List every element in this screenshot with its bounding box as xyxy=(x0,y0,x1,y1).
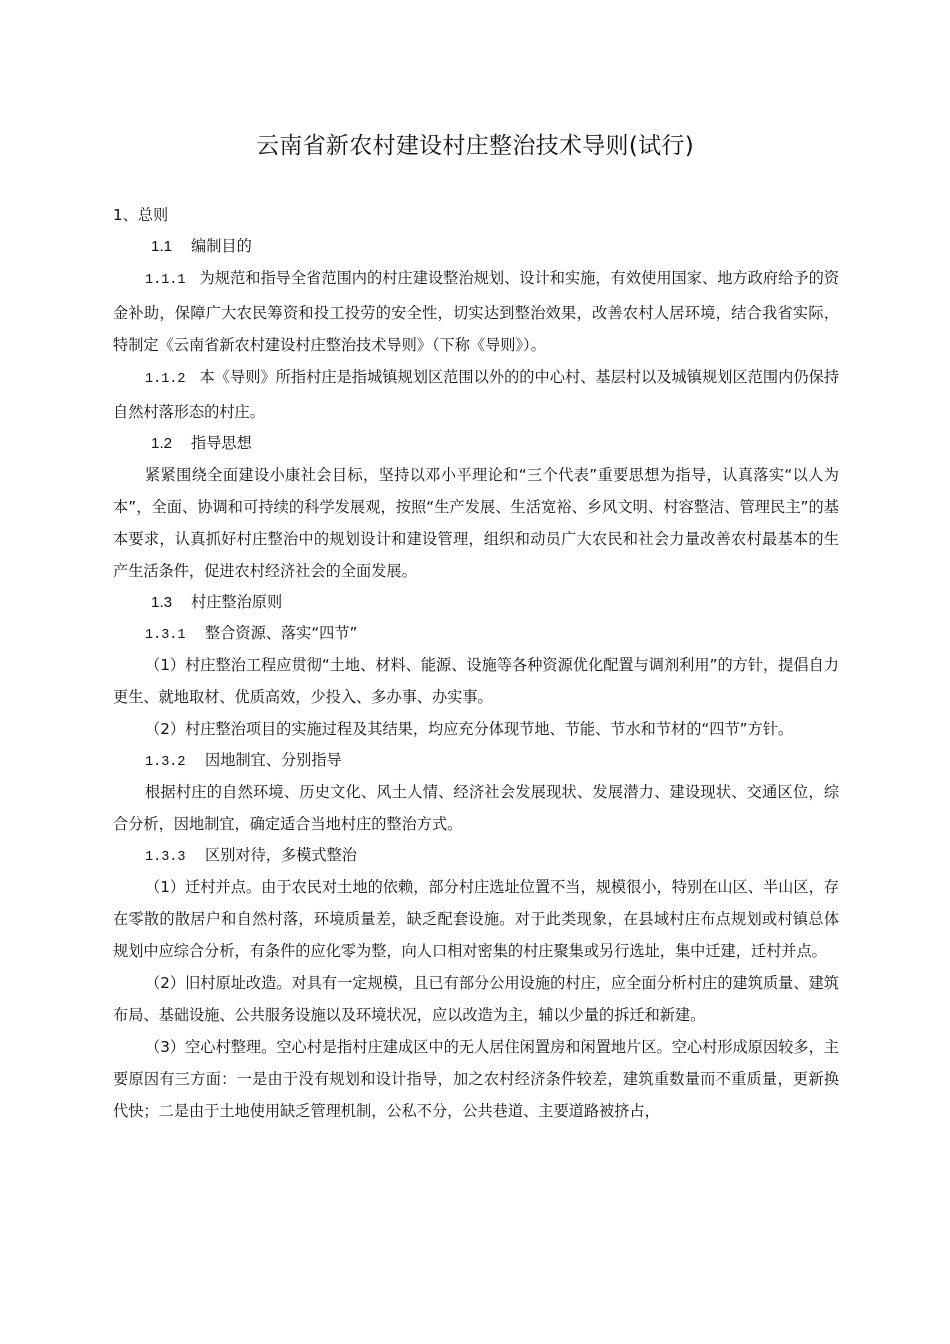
section-heading-label: 编制目的 xyxy=(191,237,252,255)
section-heading-1-3-1 xyxy=(113,618,839,649)
document-body xyxy=(113,200,839,1127)
paragraph-1-3-2: 根据村庄的自然环境、历史文化、风土人情、经济社会发展现状、发展潜力、建设现状、交通区位，综合分析，因地制宜，确定适合当地村庄的整治方式。 xyxy=(113,783,839,833)
paragraph-1-3-1-item-1: （1）村庄整治工程应贯彻“土地、材料、能源、设施等各种资源优化配置与调剂利用”的方针，提倡自力更生、就地取材、优质高效，少投入、多办事、办实事。 xyxy=(113,656,839,706)
section-number: 1.3.3 xyxy=(145,850,186,865)
section-number: 1.2 xyxy=(151,435,173,452)
section-heading-label: 整合资源、落实“四节” xyxy=(205,624,358,642)
section-heading-label: 村庄整治原则 xyxy=(191,593,283,611)
section-heading-1-3-2 xyxy=(113,745,839,776)
section-heading-1-2 xyxy=(113,428,839,459)
section-number: 1.3.2 xyxy=(145,755,186,770)
paragraph-text: 本《导则》所指村庄是指城镇规划区范围以外的的中心村、基层村以及城镇规划区范围内仍保持自然村落形态的村庄。 xyxy=(113,368,839,421)
paragraph-1-1-1 xyxy=(113,262,839,361)
paragraph-number: 1.1.2 xyxy=(145,372,186,387)
section-heading-label: 指导思想 xyxy=(191,434,252,452)
section-number: 1.3 xyxy=(151,594,173,611)
document-title: 云南省新农村建设村庄整治技术导则(试行) xyxy=(256,133,694,159)
paragraph-1-3-1-item-2: （2）村庄整治项目的实施过程及其结果，均应充分体现节地、节能、节水和节材的“四节”方针。 xyxy=(145,720,794,738)
paragraph-1-3-3-item-1: （1）迁村并点。由于农民对土地的依赖，部分村庄选址位置不当，规模很小，特别在山区、半山区，存在零散的散居户和自然村落，环境质量差，缺乏配套设施。对于此类现象，在县域村庄布点规划或村镇总体规划中应综合分析，有条件的应化零为整，向人口相对密集的村庄聚集或另行选址，集中迁建，迁村并点。 xyxy=(113,878,839,960)
paragraph-text: 为规范和指导全省范围内的村庄建设整治规划、设计和实施，有效使用国家、地方政府给予的资金补助，保障广大农民筹资和投工投劳的安全性，切实达到整治效果，改善农村人居环境，结合我省实际，特制定《云南省新农村建设村庄整治技术导则》（下称《导则》）。 xyxy=(113,269,839,354)
section-number: 1.1 xyxy=(151,238,173,255)
paragraph-1-1-2 xyxy=(113,361,839,428)
section-heading-label: 区别对待，多模式整治 xyxy=(205,846,357,864)
section-heading-label: 因地制宜、分别指导 xyxy=(205,751,342,769)
paragraph-1-2: 紧紧围绕全面建设小康社会目标，坚持以邓小平理论和“三个代表”重要思想为指导，认真落实“以人为本”，全面、协调和可持续的科学发展观，按照“生产发展、生活宽裕、乡风文明、村容整洁、管理民主”的基本要求，认真抓好村庄整治中的规划设计和建设管理，组织和动员广大农民和社会力量改善农村最基本的生产生活条件，促进农村经济社会的全面发展。 xyxy=(113,466,839,580)
section-heading-1 xyxy=(113,200,839,231)
paragraph-number: 1.1.1 xyxy=(145,273,186,288)
section-number: 1.3.1 xyxy=(145,628,186,643)
section-heading-1-1 xyxy=(113,231,839,262)
paragraph-1-3-3-item-3: （3）空心村整理。空心村是指村庄建成区中的无人居住闲置房和闲置地片区。空心村形成原因较多，主要原因有三方面：一是由于没有规划和设计指导，加之农村经济条件较差，建筑重数量而不重质量，更新换代快；二是由于土地使用缺乏管理机制，公私不分，公共巷道、主要道路被挤占， xyxy=(113,1038,839,1120)
section-heading-1-3 xyxy=(113,587,839,618)
section-heading-label: 1、总则 xyxy=(113,206,169,224)
paragraph-1-3-3-item-2: （2）旧村原址改造。对具有一定规模，且已有部分公用设施的村庄，应全面分析村庄的建筑质量、建筑布局、基础设施、公共服务设施以及环境状况，应以改造为主，辅以少量的拆迁和新建。 xyxy=(113,974,839,1024)
section-heading-1-3-3 xyxy=(113,840,839,871)
